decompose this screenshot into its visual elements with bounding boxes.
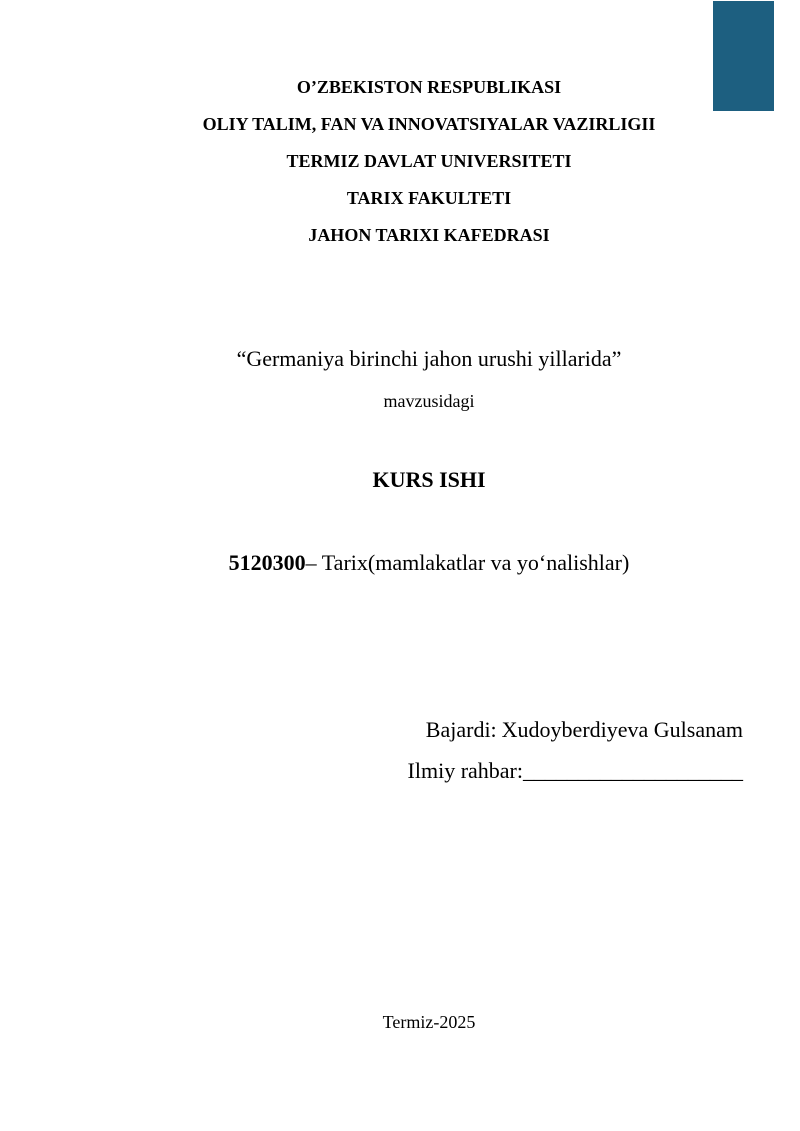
header-faculty: TARIX FAKULTETI xyxy=(346,188,512,208)
header-ministry: OLIY TALIM, FAN VA INNOVATSIYALAR VAZIRLIGII xyxy=(202,114,656,134)
specialty-line xyxy=(0,550,800,576)
specialty-code: 5120300 xyxy=(228,550,306,575)
topic-title: “Germaniya birinchi jahon urushi yillarida” xyxy=(236,346,622,371)
header-university: TERMIZ DAVLAT UNIVERSITETI xyxy=(286,151,572,171)
header-department: JAHON TARIXI KAFEDRASI xyxy=(308,225,550,245)
supervisor-blank: ____________________ xyxy=(523,758,743,783)
performer-label: Bajardi: xyxy=(425,717,497,742)
topic-subtitle: mavzusidagi xyxy=(383,391,475,411)
performer-line xyxy=(243,717,743,743)
header-country: O’ZBEKISTON RESPUBLIKASI xyxy=(296,77,562,97)
supervisor-label: Ilmiy rahbar: xyxy=(407,758,523,783)
institution-header xyxy=(0,78,800,263)
performer-name: Xudoyberdiyeva Gulsanam xyxy=(501,717,743,742)
specialty-name: – Tarix(mamlakatlar va yo‘nalishlar) xyxy=(305,550,630,575)
city-year: Termiz-2025 xyxy=(382,1012,476,1032)
work-type-heading: KURS ISHI xyxy=(372,467,486,492)
supervisor-line xyxy=(243,758,743,784)
